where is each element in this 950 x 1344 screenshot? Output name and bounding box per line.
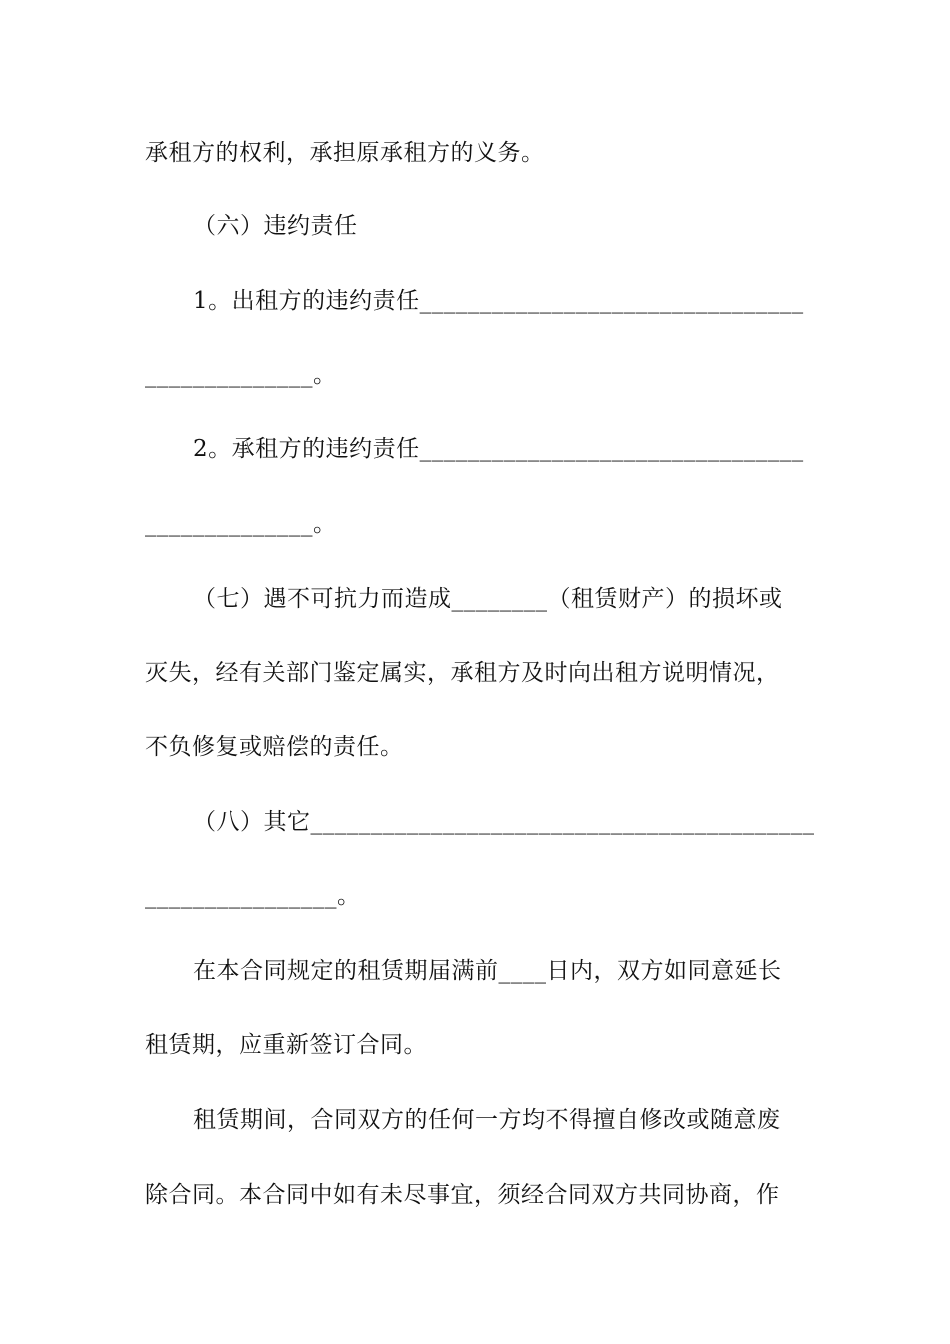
lessor-liability-continuation: ______________。 [145, 362, 337, 388]
other-terms-continuation: ________________。 [145, 883, 361, 909]
force-majeure-line-1: （七）遇不可抗力而造成________（租赁财产）的损坏或 [193, 586, 783, 612]
modification-paragraph-line-1: 租赁期间，合同双方的任何一方均不得擅自修改或随意废 [193, 1107, 781, 1133]
section-heading-breach-liability: （六）违约责任 [193, 213, 358, 239]
renewal-paragraph-line-2: 租赁期，应重新签订合同。 [145, 1032, 427, 1058]
force-majeure-line-2: 灭失，经有关部门鉴定属实，承租方及时向出租方说明情况， [145, 660, 780, 686]
lessee-liability-line: 2。承租方的违约责任________________________________ [193, 436, 804, 462]
force-majeure-line-3: 不负修复或赔偿的责任。 [145, 734, 404, 760]
lessee-liability-continuation: ______________。 [145, 511, 337, 537]
modification-paragraph-line-2: 除合同。本合同中如有未尽事宜，须经合同双方共同协商，作 [145, 1182, 780, 1208]
renewal-paragraph-line-1: 在本合同规定的租赁期届满前____日内，双方如同意延长 [193, 958, 782, 984]
lessor-liability-line: 1。出租方的违约责任________________________________ [193, 288, 804, 314]
text-line-1: 承租方的权利，承担原承租方的义务。 [145, 140, 545, 166]
other-terms-line: （八）其它__________________________________________ [193, 809, 815, 835]
